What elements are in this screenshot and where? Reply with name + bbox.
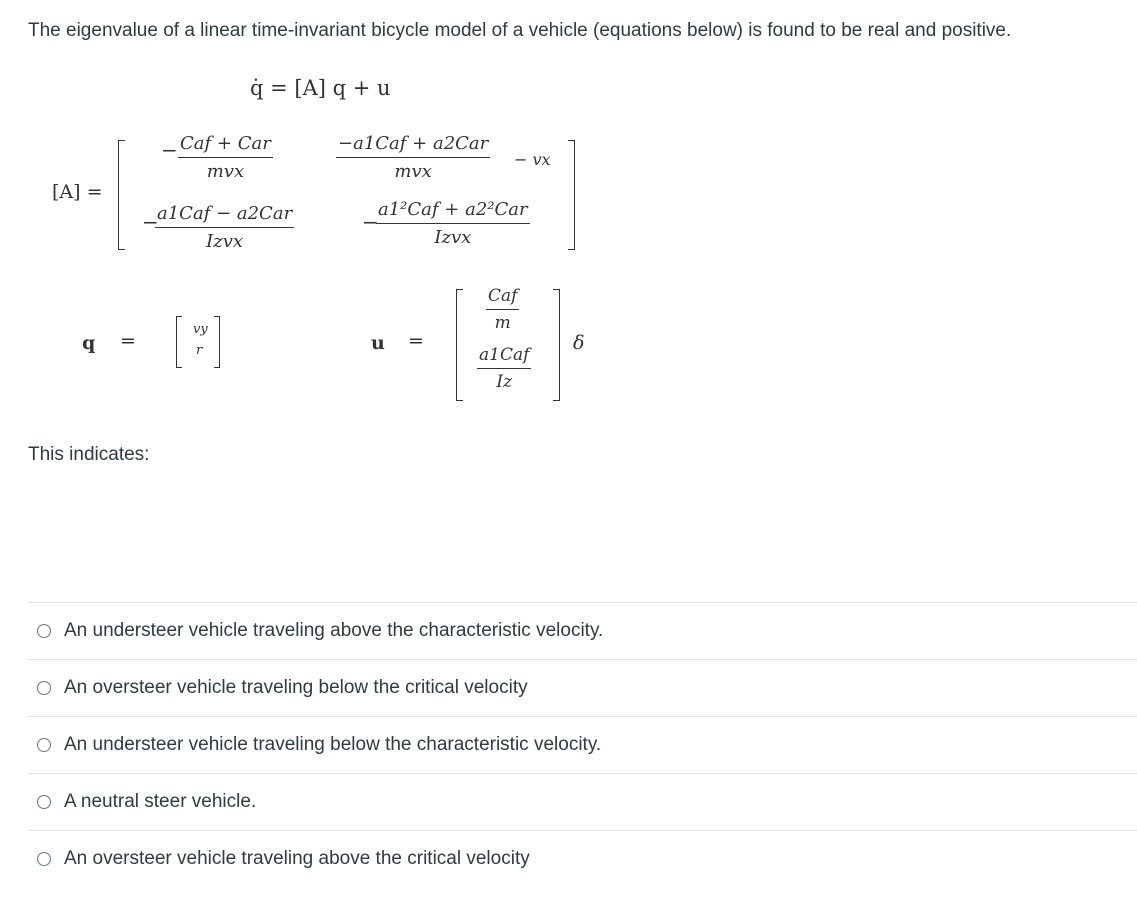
answer-option-2[interactable] (28, 659, 1137, 716)
answer-option-1[interactable] (28, 602, 1137, 659)
answer-option-4[interactable] (28, 773, 1137, 830)
q-label: q (82, 332, 96, 354)
radio-button[interactable] (37, 738, 51, 752)
radio-button[interactable] (37, 852, 51, 866)
a12-numerator: −a1Caf + a2Car (336, 133, 490, 158)
radio-button[interactable] (37, 795, 51, 809)
a11-sign: − (161, 138, 178, 162)
q-left-bracket (176, 316, 182, 368)
a21-numerator: a1Caf − a2Car (155, 203, 294, 228)
answer-option-5[interactable] (28, 830, 1137, 887)
q-right-bracket (214, 316, 220, 368)
a21-denominator: Izvx (206, 231, 244, 252)
b1-denominator: m (494, 313, 511, 333)
radio-button[interactable] (37, 624, 51, 638)
a-matrix-left-bracket (118, 140, 125, 250)
a12-tail: − vx (514, 150, 551, 169)
state-equation: q̇ = [A] q + u (250, 76, 391, 100)
question-prompt: The eigenvalue of a linear time-invariant bicycle model of a vehicle (equations below) is found to be real and positive. (28, 20, 1012, 41)
answer-label: A neutral steer vehicle. (64, 791, 257, 812)
q-vy: vy (193, 322, 208, 337)
radio-button[interactable] (37, 681, 51, 695)
u-equals: = (408, 330, 424, 352)
a22-denominator: Izvx (434, 227, 472, 248)
answer-label: An understeer vehicle traveling above the characteristic velocity. (64, 620, 604, 641)
a11-fraction (178, 133, 273, 182)
u-label: u (371, 332, 385, 354)
delta-symbol: δ (573, 332, 585, 354)
a11-numerator: Caf + Car (178, 133, 273, 158)
answer-label: An understeer vehicle traveling below the characteristic velocity. (64, 734, 602, 755)
a-matrix-right-bracket (568, 140, 575, 250)
answer-label: An oversteer vehicle traveling above the critical velocity (64, 848, 530, 869)
b2-denominator: Iz (496, 372, 513, 392)
b2-fraction (477, 345, 531, 392)
a21-fraction (155, 203, 294, 252)
q-equals: = (120, 330, 136, 352)
a11-denominator: mvx (206, 161, 245, 182)
a22-sign: − (362, 210, 379, 234)
answer-option-3[interactable] (28, 716, 1137, 773)
b1-numerator: Caf (486, 286, 519, 310)
a22-numerator: a1²Caf + a2²Car (376, 199, 530, 224)
question-follow-up: This indicates: (28, 444, 150, 465)
a22-fraction (376, 199, 530, 248)
u-right-bracket (553, 289, 560, 401)
a12-fraction (336, 133, 490, 182)
u-left-bracket (456, 289, 463, 401)
a21-sign: − (142, 210, 159, 234)
q-r: r (196, 343, 203, 358)
b2-numerator: a1Caf (477, 345, 531, 369)
a-matrix-label: [A] = (52, 181, 103, 203)
a12-denominator: mvx (394, 161, 432, 182)
answer-label: An oversteer vehicle traveling below the critical velocity (64, 677, 528, 698)
answer-list (28, 602, 1137, 887)
b1-fraction (486, 286, 519, 333)
